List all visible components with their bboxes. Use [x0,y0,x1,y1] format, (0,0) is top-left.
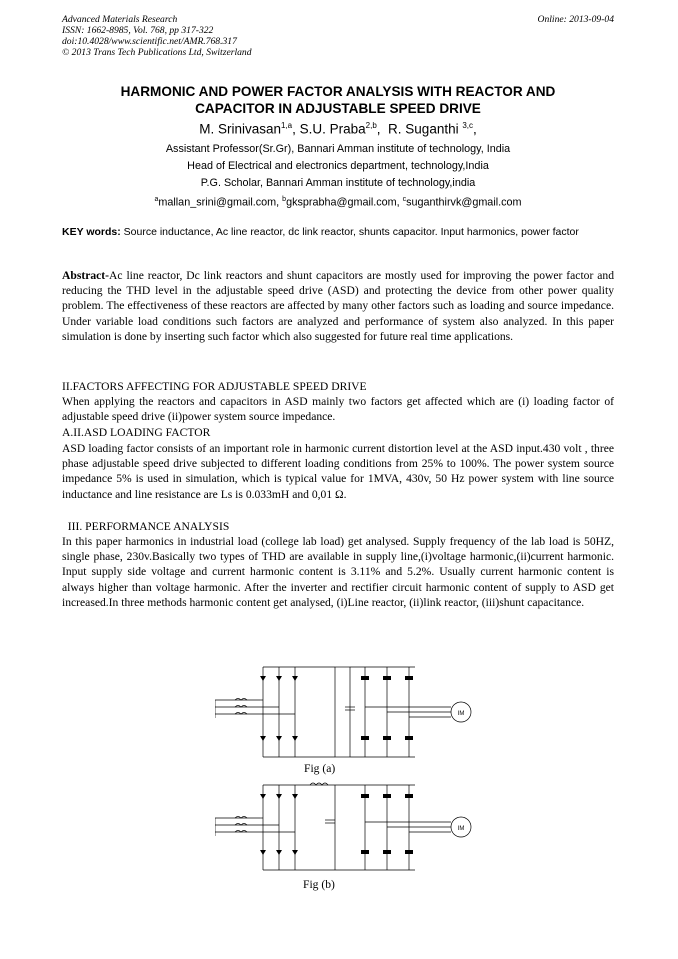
circuit-diagram-a [215,662,480,762]
journal-header [62,14,252,58]
online-date: Online: 2013-09-04 [537,14,614,25]
title-line-1: HARMONIC AND POWER FACTOR ANALYSIS WITH REACTOR AND [120,84,556,99]
author-2-sup: 2,b [365,121,377,130]
author-3-sup: 3,c [462,121,474,130]
author-sep-1: , [292,121,300,137]
section-3-text: In this paper harmonics in industrial load (college lab load) get analysed. Supply frequency of the lab load is 50HZ, single phase, 230v.Basically two types of THD are available in supply line,(i)voltage harmonic,(ii)current harmonic. Input supply side voltage and current harmonic content is 3.11% and 5.2%. Usually current harmonic content is always higher than voltage harmonic. After the inverter and rectifier circuit harmonic content of supply to ASD get increased.In three methods harmonic content get analysed, (i)Line reactor, (ii)link reactor, (iii)shunt capacitance. [62,535,614,609]
email-b: gksprabha@gmail.com, [286,196,403,209]
keywords [62,226,614,239]
keywords-text: Source inductance, Ac line reactor, dc link reactor, shunts capacitor. Input harmonics, power factor [120,226,579,238]
section-2a-text: ASD loading factor consists of an important role in harmonic current distortion level at the ASD input.430 volt , three phase adjustable speed drive subjected to different loading conditions from 25% to 100%. The power system source impedance 5% is used in simulation, which is typical value for 1MVA, 430v, 50 Hz power system with line source inductance and line resistance are Ls is 0.033mH and 0,01 Ω. [62,442,614,501]
email-line [62,193,614,210]
author-1: M. Srinivasan [199,121,281,137]
affiliation-2: Head of Electrical and electronics department, technology,India [187,160,489,172]
section-3-heading: III. PERFORMANCE ANALYSIS [62,520,230,533]
affiliation-3: P.G. Scholar, Bannari Amman institute of technology,india [200,177,476,189]
abstract [62,268,614,344]
author-end: , [473,121,477,137]
section-2-text: When applying the reactors and capacitors in ASD mainly two factors get affected which are (i) loading factor of adjustable speed drive (ii)power system source impedance. [62,395,614,424]
email-b-sup: b [282,196,287,203]
section-2a-heading: A.II.ASD LOADING FACTOR [62,426,211,439]
author-1-sup: 1,a [280,121,293,130]
keywords-label: KEY words: [62,226,121,238]
figure-b-caption: Fig (b) [303,878,335,891]
abstract-label: Abstract- [62,269,110,282]
motor-label-b: IM [457,826,465,832]
abstract-text: Ac line reactor, Dc link reactors and shunt capacitors are mostly used for improving the power factor and reducing the THD level in the adjustable speed drive (ASD) and protecting the device from other power quality problem. The effectiveness of these reactors are affected by many other factors such as loading and source impedance. Under variable load conditions such factors are analyzed and performance of system also analyzed. In this paper simulation is done by inserting such factor which also suggested for future real time applications. [62,269,614,343]
journal-doi: doi:10.4028/www.scientific.net/AMR.768.317 [62,36,237,47]
title-line-2: CAPACITOR IN ADJUSTABLE SPEED DRIVE [195,101,481,116]
author-2: S.U. Praba [299,121,366,137]
circuit-diagram-b [215,780,480,875]
affiliation-1: Assistant Professor(Sr.Gr), Bannari Amman institute of technology, India [165,143,511,155]
email-c: suganthirvk@gmail.com [406,196,522,209]
author-sep-2: , [376,121,389,137]
journal-copyright: © 2013 Trans Tech Publications Ltd, Switzerland [62,47,252,58]
email-c-sup: c [402,196,407,203]
motor-label-a: IM [457,711,465,717]
figure-a-caption: Fig (a) [304,762,336,775]
author-list [62,121,614,137]
journal-issn: ISSN: 1662-8985, Vol. 768, pp 317-322 [62,25,214,36]
author-3: R. Suganthi [388,121,463,137]
email-a-sup: a [154,196,159,203]
paper-title [62,83,614,117]
email-a: mallan_srini@gmail.com, [158,196,283,209]
section-2-heading: II.FACTORS AFFECTING FOR ADJUSTABLE SPEED DRIVE [62,380,367,393]
journal-name: Advanced Materials Research [62,14,178,25]
